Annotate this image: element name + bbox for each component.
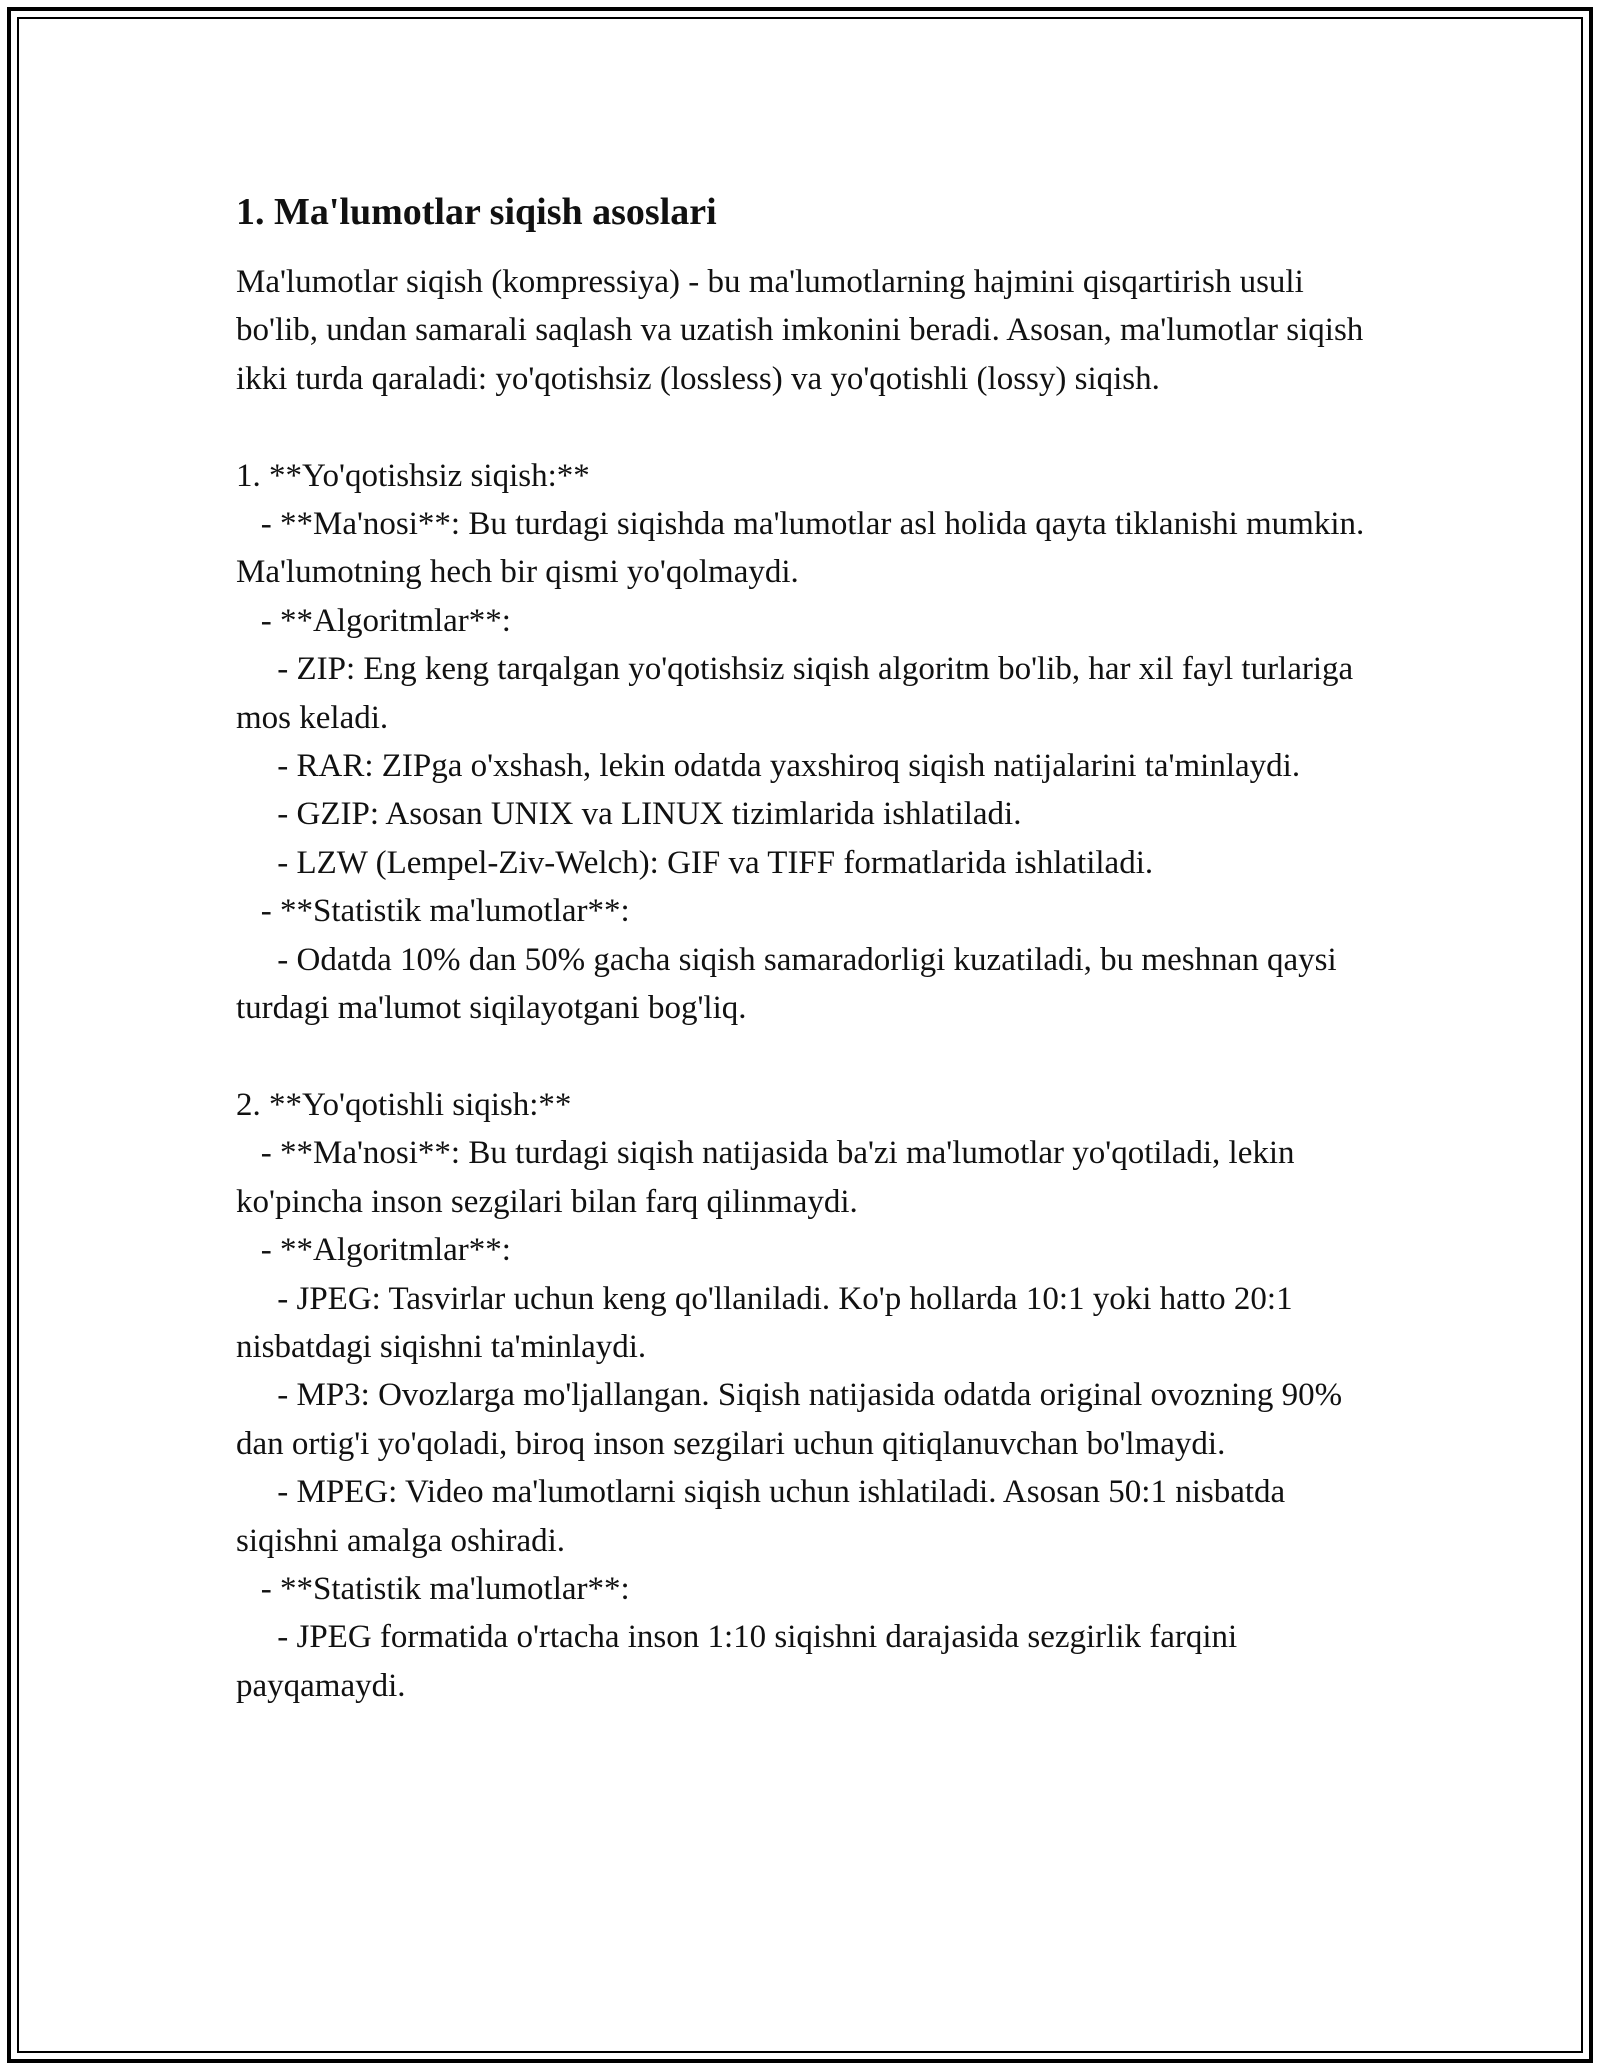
algorithms-label: - **Algoritmlar**:	[236, 1232, 511, 1269]
algorithm-item: - RAR: ZIPga o'xshash, lekin odatda yaxshiroq siqish natijalarini ta'minlaydi.	[236, 748, 1301, 785]
algorithm-item: - JPEG: Tasvirlar uchun keng qo'llaniladi. Ko'p hollarda 10:1 yoki hatto 20:1 nisbatdagi siqishni ta'minlaydi.	[236, 1280, 1301, 1365]
algorithm-item: - ZIP: Eng keng tarqalgan yo'qotishsiz siqish algoritm bo'lib, har xil fayl turlariga mos keladi.	[236, 651, 1362, 736]
stats-item: - Odatda 10% dan 50% gacha siqish samaradorligi kuzatiladi, bu meshnan qaysi turdagi ma'lumot siqilayotgani bog'liq.	[236, 941, 1345, 1027]
stats-item: - JPEG formatida o'rtacha inson 1:10 siqishni darajasida sezgirlik farqini payqamaydi.	[236, 1619, 1246, 1704]
section-title: 2. **Yo'qotishli siqish:**	[236, 1086, 572, 1123]
intro-paragraph: Ma'lumotlar siqish (kompressiya) - bu ma'lumotlarning hajmini qisqartirish usuli bo'lib, undan samarali saqlash va uzatish imkonini beradi. Asosan, ma'lumotlar siqish ikki turda qaraladi: yo'qotishsiz (lossless) va yo'qotishli (lossy) siqish.	[236, 264, 1372, 397]
spacer	[236, 1032, 1366, 1080]
section-heading: 1. Ma'lumotlar siqish asoslari	[236, 191, 717, 233]
algorithm-item: - MPEG: Video ma'lumotlarni siqish uchun ishlatiladi. Asosan 50:1 nisbatda siqishni amalga oshiradi.	[236, 1474, 1294, 1559]
document-page	[236, 186, 1373, 1710]
spacer	[236, 403, 1366, 451]
algorithm-item: - LZW (Lempel-Ziv-Welch): GIF va TIFF formatlarida ishlatiladi.	[236, 844, 1154, 881]
section-lossless	[236, 452, 1373, 1033]
meaning-item: - **Ma'nosi**: Bu turdagi siqish natijasida ba'zi ma'lumotlar yo'qotiladi, lekin ko'pincha inson sezgilari bilan farq qilinmaydi.	[236, 1135, 1303, 1220]
section-title: 1. **Yo'qotishsiz siqish:**	[236, 457, 590, 494]
section-lossy	[236, 1081, 1366, 1710]
stats-label: - **Statistik ma'lumotlar**:	[236, 1570, 630, 1607]
stats-label: - **Statistik ma'lumotlar**:	[236, 893, 630, 930]
algorithms-label: - **Algoritmlar**:	[236, 602, 511, 639]
algorithm-item: - GZIP: Asosan UNIX va LINUX tizimlarida ishlatiladi.	[236, 796, 1022, 833]
meaning-item: - **Ma'nosi**: Bu turdagi siqishda ma'lumotlar asl holida qayta tiklanishi mumkin. Ma'lumotning hech bir qismi yo'qolmaydi.	[236, 506, 1373, 591]
algorithm-item: - MP3: Ovozlarga mo'ljallangan. Siqish natijasida odatda original ovozning 90% dan ortig'i yo'qoladi, biroq inson sezgilari uchun qitiqlanuvchan bo'lmaydi.	[236, 1377, 1351, 1462]
